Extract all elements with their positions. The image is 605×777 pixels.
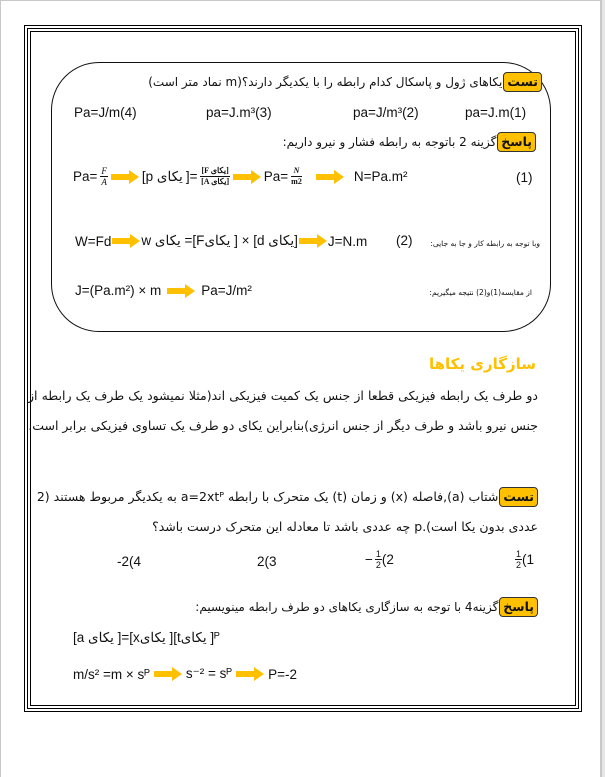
- fraction-units: $\frac{\text{[F یکای]}}{\text{[A یکای]}}$: [201, 166, 230, 186]
- equals: ]=: [185, 169, 198, 184]
- j-equals-pam2-m: J=(Pa.m²) × m: [75, 283, 162, 298]
- section-heading: سازگاری یکاها: [429, 355, 536, 373]
- test-badge: تست: [503, 72, 542, 92]
- q2-question: [28, 482, 538, 542]
- q2-option-1: $\frac{1}{2}$ (1: [516, 549, 535, 570]
- arrow-right-icon: [167, 284, 195, 298]
- q1-option-1: pa=J.m(1): [465, 105, 527, 120]
- m-s2-equals: m/s² =m × sᴾ: [73, 666, 150, 682]
- arrow-right-icon: [236, 667, 264, 681]
- fraction-n-over-m2: $\frac{N}{m2}$: [291, 166, 302, 186]
- p-result: P=-2: [268, 666, 297, 682]
- a2-equation-2: [73, 666, 297, 682]
- a1-intro-line: [283, 132, 536, 152]
- q1-option-4: Pa=J/m(4): [74, 105, 137, 120]
- a2-intro-text: گزینه4 با توجه به سازگاری یکاهای دو طرف رابطه مینویسیم:: [195, 600, 499, 614]
- s-power-equation: s⁻² = sᴾ: [185, 666, 233, 681]
- pa-equals-j-m2: Pa=J/m²: [201, 283, 252, 298]
- w-equals-fd: W=Fd: [75, 233, 112, 249]
- arrow-right-icon: [111, 170, 139, 184]
- q2-option-2: − $\frac{1}{2}$ (2: [365, 549, 394, 570]
- a1-line2-intro: وبا توجه به رابطه کار و جا به جایی:: [430, 239, 540, 248]
- a1-equation-2: [75, 233, 367, 249]
- arrow-right-icon: [299, 234, 327, 248]
- j-equals-nm: J=N.m: [327, 233, 368, 249]
- arrow-right-icon: [316, 170, 344, 184]
- q2-question-text: شتاب (a),فاصله (x) و زمان (t) یک متحرک با رابطه a=2xtᴾ به یکدیگر مربوط هستند (2 عددی بدون یکا است).p چه عددی باشد تا معادله این متحرک درست باشد؟: [36, 489, 538, 534]
- section-paragraph: دو طرف یک رابطه فیزیکی قطعا از جنس یک کمیت فیزیکی اند(مثلا نمیشود یک طرف یک رابطه از جنس نیرو باشد و طرف دیگر از جنس انرژی)بنابراین یکای دو طرف یک تساوی فیزیکی برابر است.: [28, 388, 538, 433]
- q1-option-2: pa=J/m³(2): [353, 105, 419, 120]
- q1-option-3: pa=J.m³(3): [206, 105, 272, 120]
- arrow-right-icon: [233, 170, 261, 184]
- test-badge: تست: [499, 487, 538, 507]
- eq-label-1: (1): [516, 170, 533, 185]
- unit-w-expression: w یکای =[Fیکای ] × [d یکای]: [141, 233, 298, 248]
- a2-intro-line: [195, 597, 538, 617]
- q1-question-text: یکاهای ژول و پاسکال کدام رابطه را با یکدیگر دارند؟(m نماد متر است): [148, 75, 503, 89]
- answer-badge: پاسخ: [497, 132, 536, 152]
- pa-equals-2: Pa=: [263, 169, 289, 184]
- a1-equation-1: [73, 166, 407, 187]
- q2-option-4: -2(4: [117, 554, 142, 569]
- eq-label-2: (2): [396, 233, 413, 248]
- arrow-right-icon: [112, 234, 140, 248]
- pa-equals: Pa=: [73, 169, 98, 184]
- n-equals-pa-m2: N=Pa.m²: [353, 169, 408, 184]
- unit-p: [p یکای: [141, 168, 183, 184]
- a1-line3-intro: از مقایسه(1)و(2) نتیجه میگیریم:: [429, 288, 532, 297]
- a1-equation-3: [75, 283, 252, 298]
- a1-intro-text: گزینه 2 باتوجه به رابطه فشار و نیرو داریم:: [282, 135, 497, 149]
- fraction-f-over-a: $\frac{F}{A}$: [101, 166, 107, 187]
- arrow-right-icon: [154, 667, 182, 681]
- q2-option-3: 2(3: [257, 554, 277, 569]
- a2-unit-equation: [a یکای ]=[xیکای ][tیکای ]ᴾ: [73, 630, 220, 645]
- answer-badge: پاسخ: [499, 597, 538, 617]
- q1-question-line: [148, 72, 542, 92]
